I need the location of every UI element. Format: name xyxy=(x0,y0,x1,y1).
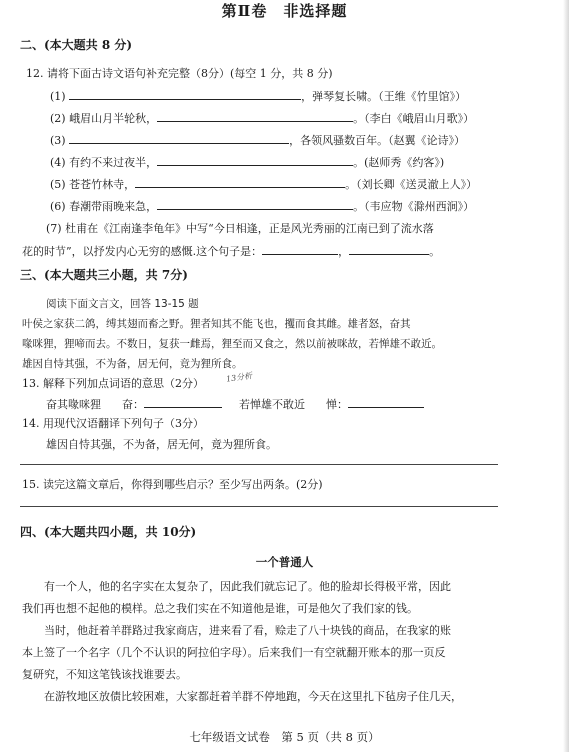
item-number: (1) xyxy=(50,90,66,103)
page-footer: 七年级语文试卷 第 5 页（共 8 页） xyxy=(189,730,380,744)
item-after: 。（韦应物《滁州西涧》） xyxy=(353,200,475,213)
q15-prompt: 15. 读完这篇文章后，你得到哪些启示？至少写出两条。(2分) xyxy=(22,478,323,491)
passage-line: 叶侯之家获二鸽，缚其翅而畜之野。狸者知其不能飞也，攫而食其雌。雄者怒，奋其 xyxy=(22,318,411,330)
answer-blank[interactable] xyxy=(69,131,289,144)
item-after: 。（李白《峨眉山月歌》） xyxy=(353,112,475,125)
q12-item-3 xyxy=(50,131,465,148)
item-before: 苍苍竹林寺， xyxy=(69,178,136,191)
q12-item-5 xyxy=(50,175,477,192)
q12-item-2 xyxy=(50,109,474,126)
handwritten-note: 13分析 xyxy=(225,371,253,384)
q12-item-4 xyxy=(50,153,444,170)
q12-item-7-line1: (7) 杜甫在《江南逢李龟年》中写“今日相逢，正是风光秀丽的江南已到了流水落 xyxy=(46,222,434,235)
page-title: 第Ⅱ卷 非选择题 xyxy=(221,2,348,20)
item-number: (6) xyxy=(50,200,66,213)
item-number: (2) xyxy=(50,112,66,125)
story-line: 在游牧地区放债比较困难，大家都赶着羊群不停地跑，今天在这里扎下毡房子住几天， xyxy=(44,690,462,703)
term2-word: 惮： xyxy=(326,398,348,411)
q12-item-7-line2: 花的时节”，以抒发内心无穷的感慨.这个句子是： ， 。 xyxy=(22,242,440,259)
q14-prompt: 14. 用现代汉语翻译下列句子（3分） xyxy=(22,417,204,430)
item-after: 。(赵师秀《约客》) xyxy=(353,156,445,169)
story-line: 有一个人，他的名字实在太复杂了，因此我们就忘记了。他的脸却长得极平常，因此 xyxy=(44,580,451,593)
passage-intro: 阅读下面文言文，回答 13-15 题 xyxy=(46,298,199,310)
item-after: 。（刘长卿《送灵澈上人》） xyxy=(345,178,478,191)
story-line: 我们再也想不起他的模样。总之我们实在不知道他是谁，可是他欠了我们家的钱。 xyxy=(22,602,418,615)
q13-prompt: 13. 解释下列加点词语的意思（2分） xyxy=(22,377,204,390)
answer-blank[interactable] xyxy=(262,242,338,255)
passage-line: 喙咪狸，狸啼而去。不数日，复获一雌焉，狸至而又食之，然以前被咪故，若惮雄不敢近。 xyxy=(22,338,442,350)
section3-header: 三、(本大题共三小题，共 7分) xyxy=(20,268,188,282)
item-before: 峨眉山月半轮秋， xyxy=(69,112,158,125)
q12-item-1 xyxy=(50,87,466,104)
story-title: 一个普通人 xyxy=(255,555,314,569)
item-after: ，弹琴复长啸。（王维《竹里馆》） xyxy=(301,90,467,103)
answer-blank[interactable] xyxy=(157,153,353,166)
q12-prompt: 12. 请将下面古诗文语句补充完整（8分）(每空 1 分，共 8 分) xyxy=(26,67,333,80)
item-after: ，各领风骚数百年。（赵翼《论诗》） xyxy=(289,134,466,147)
q13-terms xyxy=(46,395,424,412)
answer-blank[interactable] xyxy=(135,175,345,188)
term2-phrase: 若惮雄不敢近 xyxy=(239,398,305,411)
answer-blank[interactable] xyxy=(69,87,301,100)
item-before: 有约不来过夜半， xyxy=(69,156,158,169)
item-before: 春潮带雨晚来急， xyxy=(69,200,158,213)
answer-blank[interactable] xyxy=(349,242,429,255)
section4-header: 四、(本大题共四小题，共 10分) xyxy=(20,525,197,539)
answer-blank[interactable] xyxy=(144,395,222,408)
answer-blank[interactable] xyxy=(348,395,424,408)
q12-item-6 xyxy=(50,197,474,214)
scan-edge-shadow xyxy=(563,0,569,752)
term1-phrase: 奋其喙咪狸 xyxy=(46,398,101,411)
story-line: 当时，他赶着羊群路过我家商店，进来看了看，赊走了八十块钱的商品，在我家的账 xyxy=(44,624,451,637)
answer-line[interactable] xyxy=(20,506,498,507)
section2-header: 二、(本大题共 8 分) xyxy=(20,38,133,52)
answer-line[interactable] xyxy=(20,464,498,465)
passage-line: 雄因自恃其强，不为备，居无何，竟为狸所食。 xyxy=(22,358,243,370)
item-number: (3) xyxy=(50,134,66,147)
story-line: 复研究，不知这笔钱该找谁要去。 xyxy=(22,668,187,681)
item-number: (5) xyxy=(50,178,66,191)
answer-blank[interactable] xyxy=(157,109,353,122)
item-number: (4) xyxy=(50,156,66,169)
item7-text: 花的时节”，以抒发内心无穷的感慨.这个句子是： xyxy=(22,245,263,258)
term1-word: 奋： xyxy=(122,398,144,411)
q14-sentence: 雄因自恃其强，不为备，居无何，竟为狸所食。 xyxy=(46,438,277,451)
answer-blank[interactable] xyxy=(157,197,353,210)
item7-sep: ， xyxy=(338,245,350,258)
story-line: 本上签了一个名字（几个不认识的阿拉伯字母）。后来我们一有空就翻开账本的那一页反 xyxy=(22,646,446,659)
